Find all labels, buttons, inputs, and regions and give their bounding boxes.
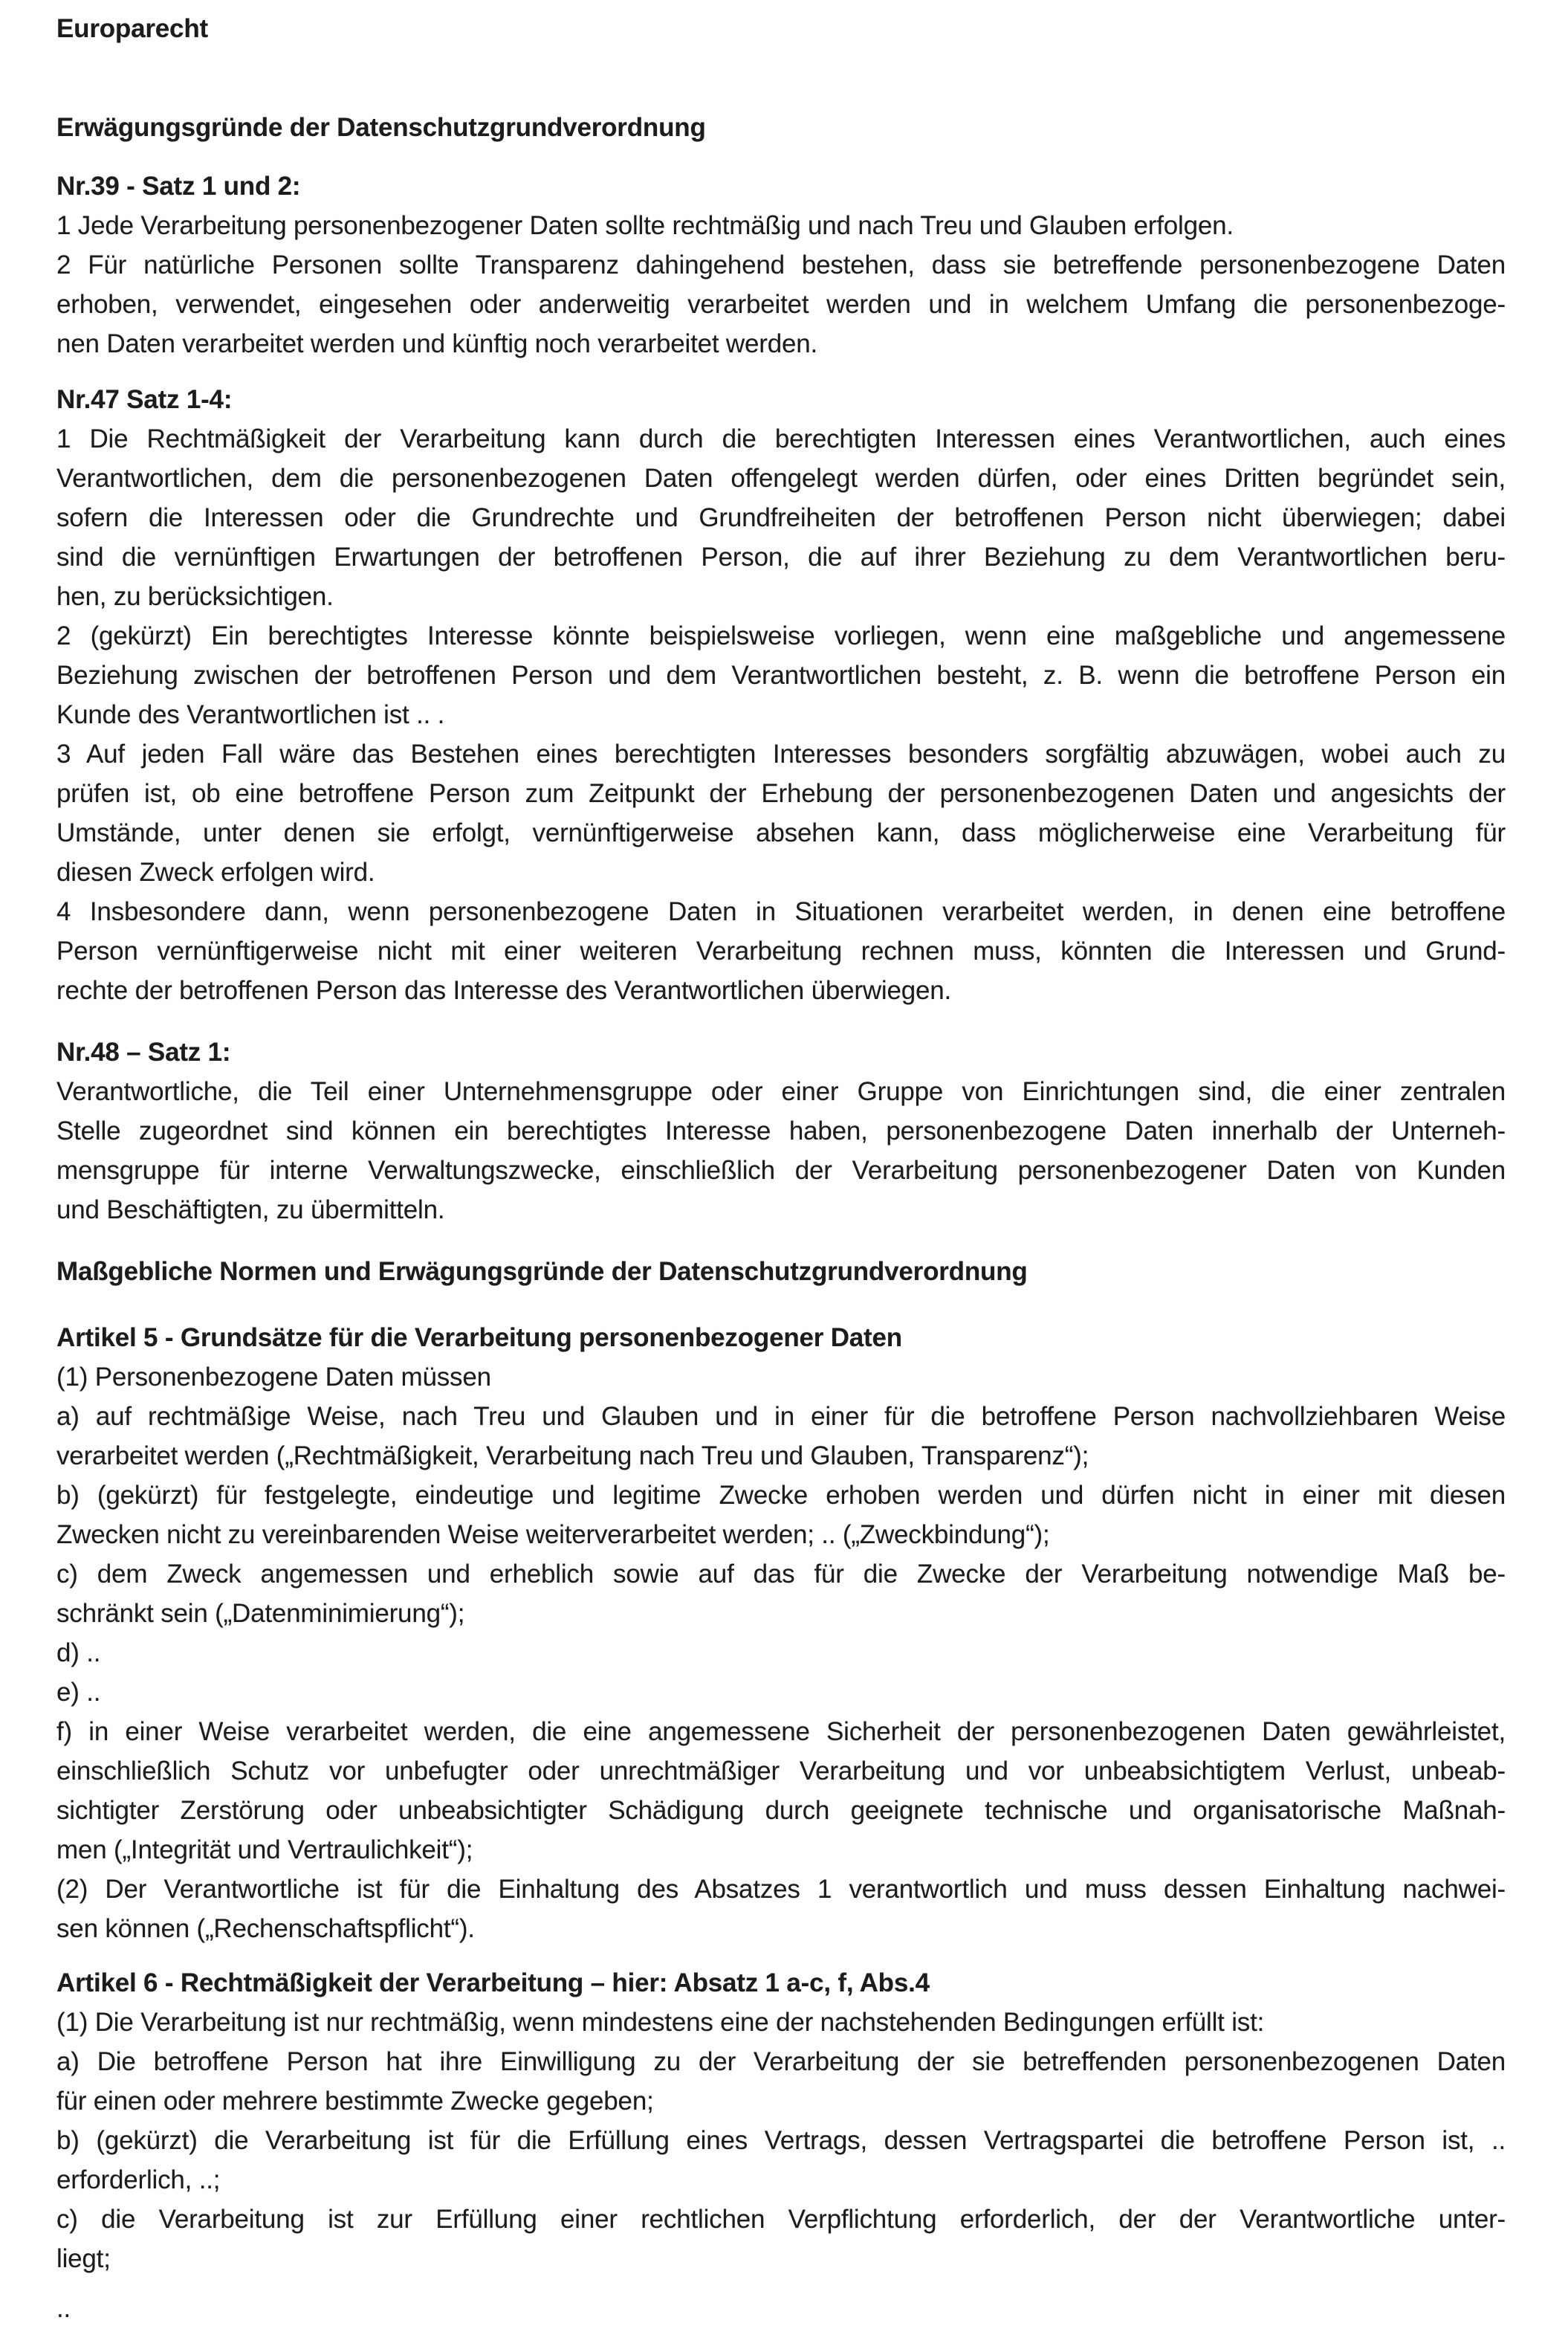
paragraph-art5-lit-b: [56, 1476, 1506, 1554]
text-line: 2 Für natürliche Personen sollte Transparenz dahingehend bestehen, dass sie betreffende personenbezogene Daten: [56, 251, 1506, 280]
paragraph-art6-lit-b: [56, 2121, 1506, 2200]
text-line: Zwecken nicht zu vereinbarenden Weise weiterverarbeitet werden; .. („Zweckbindung“);: [56, 1520, 1050, 1549]
paragraph-art5-abs1-intro: [56, 1357, 1506, 1397]
text-line: diesen Zweck erfolgen wird.: [56, 858, 375, 887]
text-line: einschließlich Schutz vor unbefugter oder unrechtmäßiger Verarbeitung und vor unbeabsichtigtem Verlust, unbeab-: [56, 1757, 1506, 1786]
text-line: c) dem Zweck angemessen und erheblich sowie auf das für die Zwecke der Verarbeitung notwendige Maß be-: [56, 1560, 1506, 1589]
text-line: Kunde des Verantwortlichen ist .. .: [56, 700, 445, 729]
text-line: Verantwortliche, die Teil einer Unternehmensgruppe oder einer Gruppe von Einrichtungen sind, die einer zentralen: [56, 1077, 1506, 1106]
heading-artikel-5: [56, 1318, 1506, 1357]
text-line: Nr.47 Satz 1-4:: [56, 385, 233, 414]
text-line: d) ..: [56, 1638, 101, 1667]
text-line: (1) Personenbezogene Daten müssen: [56, 1363, 491, 1392]
section-heading-nr48: [56, 1033, 1506, 1072]
text-line: verarbeitet werden („Rechtmäßigkeit, Verarbeitung nach Treu und Glauben, Transparenz“);: [56, 1441, 1089, 1470]
paragraph-trailing-ellipsis: [56, 2289, 1506, 2328]
text-line: Verantwortlichen, dem die personenbezogenen Daten offengelegt werden dürfen, oder eines Dritten begründet sein,: [56, 464, 1506, 493]
paragraph-art5-lit-e: [56, 1673, 1506, 1712]
text-line: 3 Auf jeden Fall wäre das Bestehen eines berechtigten Interesses besonders sorgfältig abzuwägen, wobei auch zu: [56, 740, 1506, 769]
text-line: Artikel 6 - Rechtmäßigkeit der Verarbeitung – hier: Absatz 1 a-c, f, Abs.4: [56, 1968, 930, 1997]
text-line: b) (gekürzt) die Verarbeitung ist für die Erfüllung eines Vertrags, dessen Vertragspartei die betroffene Person ist, ..: [56, 2126, 1506, 2155]
heading-massgebliche-normen: [56, 1252, 1506, 1291]
paragraph-art5-lit-d: [56, 1633, 1506, 1673]
document-subtitle: [56, 108, 1506, 147]
text-line: (2) Der Verantwortliche ist für die Einhaltung des Absatzes 1 verantwortlich und muss dessen Einhaltung nachwei-: [56, 1875, 1506, 1904]
text-line: sichtigter Zerstörung oder unbeabsichtigter Schädigung durch geeignete technische und organisatorische Maßnah-: [56, 1796, 1506, 1825]
paragraph-nr47-satz4: [56, 892, 1506, 1010]
paragraph-art6-abs1-intro: [56, 2003, 1506, 2042]
paragraph-art5-lit-a: [56, 1397, 1506, 1476]
text-line: 1 Die Rechtmäßigkeit der Verarbeitung kann durch die berechtigten Interessen eines Verantwortlichen, auch eines: [56, 424, 1506, 453]
text-line: 1 Jede Verarbeitung personenbezogener Daten sollte rechtmäßig und nach Treu und Glauben erfolgen.: [56, 211, 1234, 240]
text-line: Person vernünftigerweise nicht mit einer weiteren Verarbeitung rechnen muss, könnten die Interessen und Grund-: [56, 937, 1506, 966]
text-line: sind die vernünftigen Erwartungen der betroffenen Person, die auf ihrer Beziehung zu dem Verantwortlichen beru-: [56, 543, 1506, 572]
text-line: a) Die betroffene Person hat ihre Einwilligung zu der Verarbeitung der sie betreffenden personenbezogenen Daten: [56, 2047, 1506, 2076]
paragraph-art5-lit-f: [56, 1712, 1506, 1870]
text-line: Umstände, unter denen sie erfolgt, vernünftigerweise absehen kann, dass möglicherweise eine Verarbeitung für: [56, 818, 1506, 847]
paragraph-nr47-satz2: [56, 616, 1506, 734]
text-line: liegt;: [56, 2244, 111, 2273]
text-line: f) in einer Weise verarbeitet werden, die eine angemessene Sicherheit der personenbezogenen Daten gewährleistet,: [56, 1717, 1506, 1746]
text-line: Nr.39 - Satz 1 und 2:: [56, 172, 301, 201]
text-line: ..: [56, 2294, 71, 2323]
text-line: mensgruppe für interne Verwaltungszwecke, einschließlich der Verarbeitung personenbezogener Daten von Kunden: [56, 1156, 1506, 1185]
text-line: erforderlich, ..;: [56, 2165, 221, 2194]
text-line: a) auf rechtmäßige Weise, nach Treu und Glauben und in einer für die betroffene Person nachvollziehbaren Weise: [56, 1402, 1506, 1431]
text-line: hen, zu berücksichtigen.: [56, 582, 334, 611]
text-line: (1) Die Verarbeitung ist nur rechtmäßig, wenn mindestens eine der nachstehenden Bedingungen erfüllt ist:: [56, 2008, 1265, 2037]
paragraph-art5-abs2: [56, 1870, 1506, 1948]
paragraph-nr39-satz1: [56, 206, 1506, 245]
paragraph-nr48-satz1: [56, 1072, 1506, 1230]
text-line: prüfen ist, ob eine betroffene Person zum Zeitpunkt der Erhebung der personenbezogenen Daten und angesichts der: [56, 779, 1506, 808]
text-line: 4 Insbesondere dann, wenn personenbezogene Daten in Situationen verarbeitet werden, in denen eine betroffene: [56, 897, 1506, 926]
text-line: b) (gekürzt) für festgelegte, eindeutige und legitime Zwecke erhoben werden und dürfen nicht in einer mit diesen: [56, 1481, 1506, 1510]
text-line: c) die Verarbeitung ist zur Erfüllung einer rechtlichen Verpflichtung erforderlich, der der Verantwortliche unter-: [56, 2205, 1506, 2234]
paragraph-nr39-satz2: [56, 245, 1506, 364]
text-line: sofern die Interessen oder die Grundrechte und Grundfreiheiten der betroffenen Person nicht überwiegen; dabei: [56, 503, 1506, 532]
paragraph-art6-lit-a: [56, 2042, 1506, 2121]
paragraph-nr47-satz1: [56, 419, 1506, 616]
text-line: Beziehung zwischen der betroffenen Person und dem Verantwortlichen besteht, z. B. wenn die betroffene Person ein: [56, 661, 1506, 690]
text-line: und Beschäftigten, zu übermitteln.: [56, 1195, 445, 1224]
text-line: nen Daten verarbeitet werden und künftig noch verarbeitet werden.: [56, 329, 818, 358]
section-heading-nr39: [56, 167, 1506, 206]
text-line: rechte der betroffenen Person das Interesse des Verantwortlichen überwiegen.: [56, 976, 952, 1005]
heading-artikel-6: [56, 1963, 1506, 2003]
text-line: men („Integrität und Vertraulichkeit“);: [56, 1835, 473, 1864]
text-line: für einen oder mehrere bestimmte Zwecke gegeben;: [56, 2087, 654, 2116]
text-line: schränkt sein („Datenminimierung“);: [56, 1599, 465, 1628]
section-heading-nr47: [56, 380, 1506, 419]
page-title: [56, 9, 1506, 48]
text-line: Maßgebliche Normen und Erwägungsgründe der Datenschutzgrundverordnung: [56, 1257, 1028, 1286]
paragraph-nr47-satz3: [56, 734, 1506, 892]
text-line: Artikel 5 - Grundsätze für die Verarbeitung personenbezogener Daten: [56, 1323, 902, 1352]
text-line: Stelle zugeordnet sind können ein berechtigtes Interesse haben, personenbezogene Daten innerhalb der Unterneh-: [56, 1117, 1506, 1146]
text-line: erhoben, verwendet, eingesehen oder anderweitig verarbeitet werden und in welchem Umfang die personenbezoge-: [56, 290, 1506, 319]
text-line: e) ..: [56, 1678, 101, 1707]
document-body: [56, 9, 1506, 2328]
text-line: sen können („Rechenschaftspflicht“).: [56, 1914, 475, 1943]
text-line: Erwägungsgründe der Datenschutzgrundverordnung: [56, 113, 706, 142]
text-line: 2 (gekürzt) Ein berechtigtes Interesse könnte beispielsweise vorliegen, wenn eine maßgebliche und angemessene: [56, 621, 1506, 650]
paragraph-art6-lit-c: [56, 2200, 1506, 2278]
text-line: Nr.48 – Satz 1:: [56, 1038, 231, 1067]
paragraph-art5-lit-c: [56, 1554, 1506, 1633]
text-line: Europarecht: [56, 14, 208, 43]
